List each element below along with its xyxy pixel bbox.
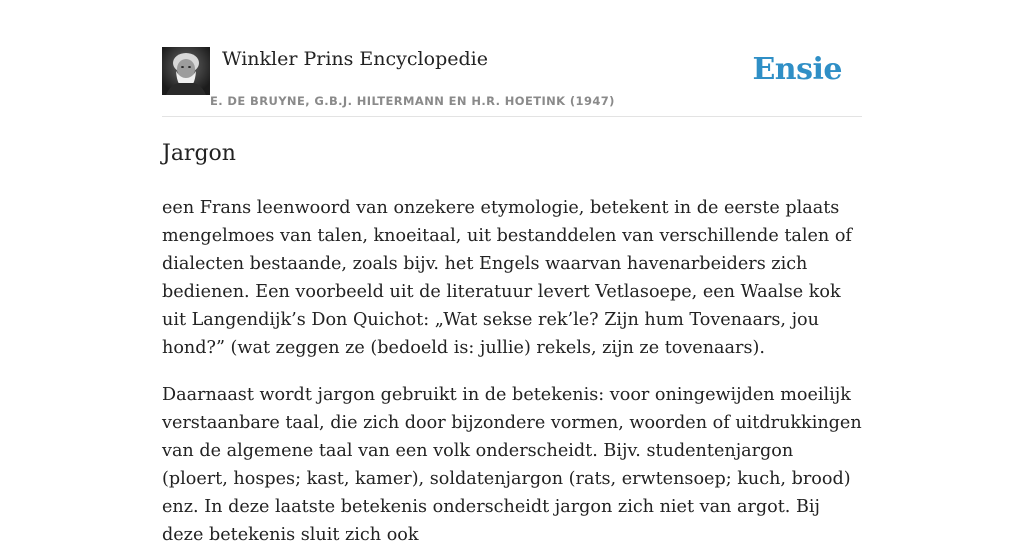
article-paragraph: een Frans leenwoord van onzekere etymologie, betekent in de eerste plaats mengelmoes van talen, knoeitaal, uit bestanddelen van verschillende talen of dialecten bestaande, zoals bijv. het Engels waarvan havenarbeiders zich bedienen. Een voorbeeld uit de literatuur levert Vetlasoepe, een Waalse kok uit Langendijk’s Don Quichot: „Wat sekse rek’le? Zijn hum Tovenaars, jou hond?” (wat zeggen ze (bedoeld is: jullie) rekels, zijn ze tovenaars). — [162, 198, 852, 358]
article-content — [162, 138, 862, 549]
ensie-logo[interactable]: Ensie — [752, 52, 842, 87]
source-authors: E. DE BRUYNE, G.B.J. HILTERMANN EN H.R. HOETINK (1947) — [210, 94, 615, 108]
article-title: Jargon — [162, 141, 236, 166]
article-paragraph: Daarnaast wordt jargon gebruikt in de betekenis: voor oningewijden moeilijk verstaanbare taal, die zich door bijzondere vormen, woorden of uitdrukkingen van de algemene taal van een volk onderscheidt. Bijv. studentenjargon (ploert, hospes; kast, kamer), soldatenjargon (rats, erwtensoep; kuch, brood) enz. In deze laatste betekenis onderscheidt jargon zich niet van argot. Bij deze betekenis sluit zich ook — [162, 385, 862, 545]
source-header — [162, 46, 862, 117]
author-portrait-icon[interactable] — [162, 47, 210, 95]
source-title[interactable]: Winkler Prins Encyclopedie — [222, 48, 488, 70]
